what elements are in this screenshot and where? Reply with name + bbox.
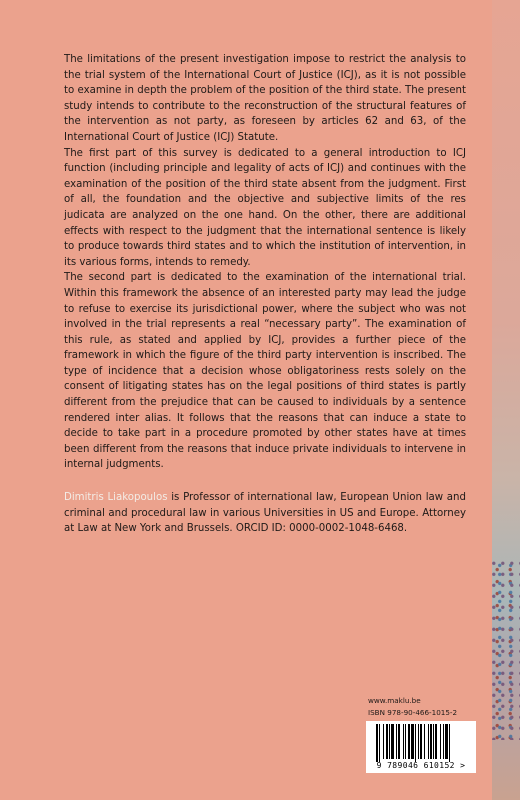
barcode-bar (418, 724, 419, 759)
spine-pattern (492, 560, 520, 740)
barcode-bar (430, 724, 432, 759)
barcode-bar (408, 724, 410, 759)
barcode-bars (374, 724, 470, 762)
barcode-bar (433, 724, 434, 759)
isbn-barcode (366, 721, 476, 773)
barcode-bar (405, 724, 406, 759)
barcode-bar (411, 724, 414, 759)
barcode-bar (424, 724, 425, 759)
author-name: Dimitris Liakopoulos (64, 492, 168, 503)
barcode-bar (415, 724, 416, 762)
isbn-label: ISBN 978-90-466-1015-2 (368, 708, 458, 717)
barcode-bar (396, 724, 397, 759)
barcode-digits: 9 789046 610152 > (376, 761, 466, 770)
barcode-bar (383, 724, 384, 759)
barcode-bar (379, 724, 380, 762)
barcode-bar (389, 724, 390, 759)
barcode-bar (440, 724, 441, 759)
author-bio-text: is Professor of international law, European Union law and criminal and procedural law in various Universities in US and Europe. Attorney at Law at New York and Brussels. ORCID ID: 0000-0002-1048-6468. (64, 492, 466, 535)
blurb (64, 52, 466, 473)
barcode-bar (443, 724, 444, 759)
spine-edge (492, 0, 520, 800)
blurb-paragraph-1: The limitations of the present investigation impose to restrict the analysis to the trial system of the International Court of Justice (ICJ), as it is not possible to examine in depth the problem of the position of the third state. The present study intends to contribute to the reconstruction of the structural features of the intervention as not party, as foreseen by articles 62 and 63, of the International Court of Justice (ICJ) Statute. (64, 54, 466, 143)
publisher-website: www.maklu.be (368, 696, 421, 705)
barcode-bar (376, 724, 378, 762)
barcode-bar (445, 724, 448, 759)
barcode-bar (391, 724, 394, 759)
barcode-bar (428, 724, 429, 759)
author-bio (64, 490, 466, 537)
barcode-bar (398, 724, 400, 759)
barcode-bar (435, 724, 437, 759)
blurb-paragraph-2: The first part of this survey is dedicated to a general introduction to ICJ function (including principle and legality of acts of ICJ) and continues with the examination of the position of the third state absent from the judgment. First of all, the foundation and the objective and subjective limits of the res judicata are analyzed on the one hand. On the other, there are additional effects with respect to the judgment that the international sentence is likely to produce towards third states and to which the institution of intervention, in its various forms, intends to remedy. (64, 147, 466, 268)
barcode-bar (386, 724, 388, 759)
barcode-bar (449, 724, 450, 762)
blurb-paragraph-3: The second part is dedicated to the examination of the international trial. Within this framework the absence of an interested party may lead the judge to refuse to exercise its jurisdictional power, where the subject who was not involved in the trial represents a real “necessary party”. The examination of this rule, as stated and applied by ICJ, provides a further piece of the framework in which the figure of the third party intervention is inscribed. The type of incidence that a decision whose obligatoriness rests solely on the consent of litigating states has on the legal positions of third states is partly different from the prejudice that can be caused to individuals by a sentence rendered inter alias. It follows that the reasons that can induce a state to decide to take part in a procedure promoted by other states have at times been different from the reasons that induce private individuals to intervene in internal judgments. (64, 272, 466, 471)
barcode-bar (403, 724, 404, 759)
barcode-bar (420, 724, 422, 759)
